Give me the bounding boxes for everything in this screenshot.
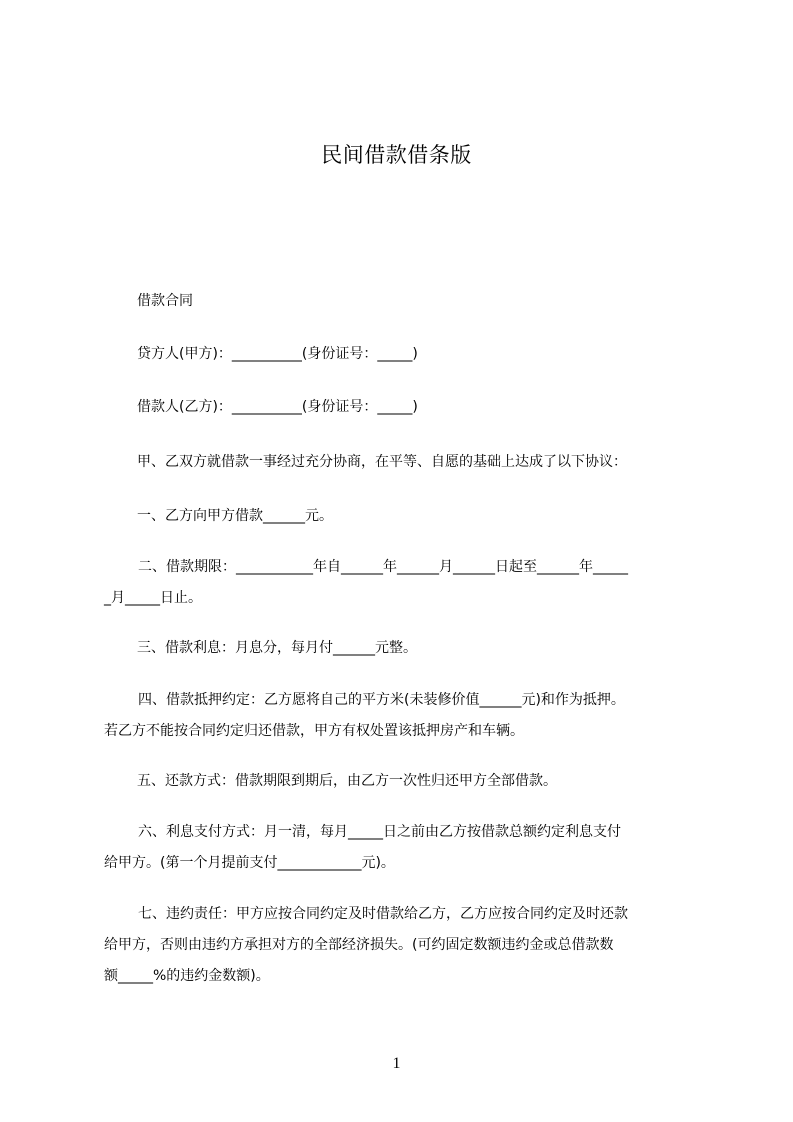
- clause-2-line-1: 二、借款期限：___________年自______年______月______日起至______年_____: [138, 559, 628, 575]
- borrower-line: 借款人(乙方)：__________(身份证号：_____): [137, 399, 418, 415]
- page-number: 1: [392, 1055, 401, 1072]
- clause-7-line-2: 给甲方，否则由违约方承担对方的全部经济损失。(可约固定数额违约金或总借款数: [104, 937, 614, 953]
- clause-4-line-1: 四、借款抵押约定：乙方愿将自己的平方米(未装修价值______元)和作为抵押。: [138, 692, 625, 708]
- clause-7-liability: [104, 899, 702, 992]
- clause-6-interest-payment: [104, 817, 702, 879]
- clause-1-loan-amount: 一、乙方向甲方借款______元。: [137, 508, 333, 524]
- clause-7-line-3: 额_____%的违约金数额)。: [104, 968, 270, 984]
- clause-6-line-2: 给甲方。(第一个月提前支付____________元)。: [104, 855, 395, 871]
- clause-2-line-2: _月_____日止。: [104, 590, 202, 606]
- contract-heading: 借款合同: [137, 293, 193, 309]
- clause-4-line-2: 若乙方不能按合同约定归还借款，甲方有权处置该抵押房产和车辆。: [104, 723, 524, 739]
- document-title: 民间借款借条版: [321, 143, 472, 167]
- clause-3-interest: 三、借款利息：月息分，每月付______元整。: [137, 640, 417, 656]
- clause-6-line-1: 六、利息支付方式：月一清，每月_____日之前由乙方按借款总额约定利息支付: [138, 824, 621, 840]
- clause-5-repayment: 五、还款方式：借款期限到期后，由乙方一次性归还甲方全部借款。: [137, 773, 557, 789]
- clause-7-line-1: 七、违约责任：甲方应按合同约定及时借款给乙方，乙方应按合同约定及时还款: [138, 906, 628, 922]
- lender-line: 贷方人(甲方)：__________(身份证号：_____): [137, 346, 418, 362]
- preamble-paragraph: 甲、乙双方就借款一事经过充分协商，在平等、自愿的基础上达成了以下协议：: [137, 454, 627, 470]
- clause-2-loan-term: [104, 552, 702, 614]
- clause-4-collateral: [104, 685, 702, 747]
